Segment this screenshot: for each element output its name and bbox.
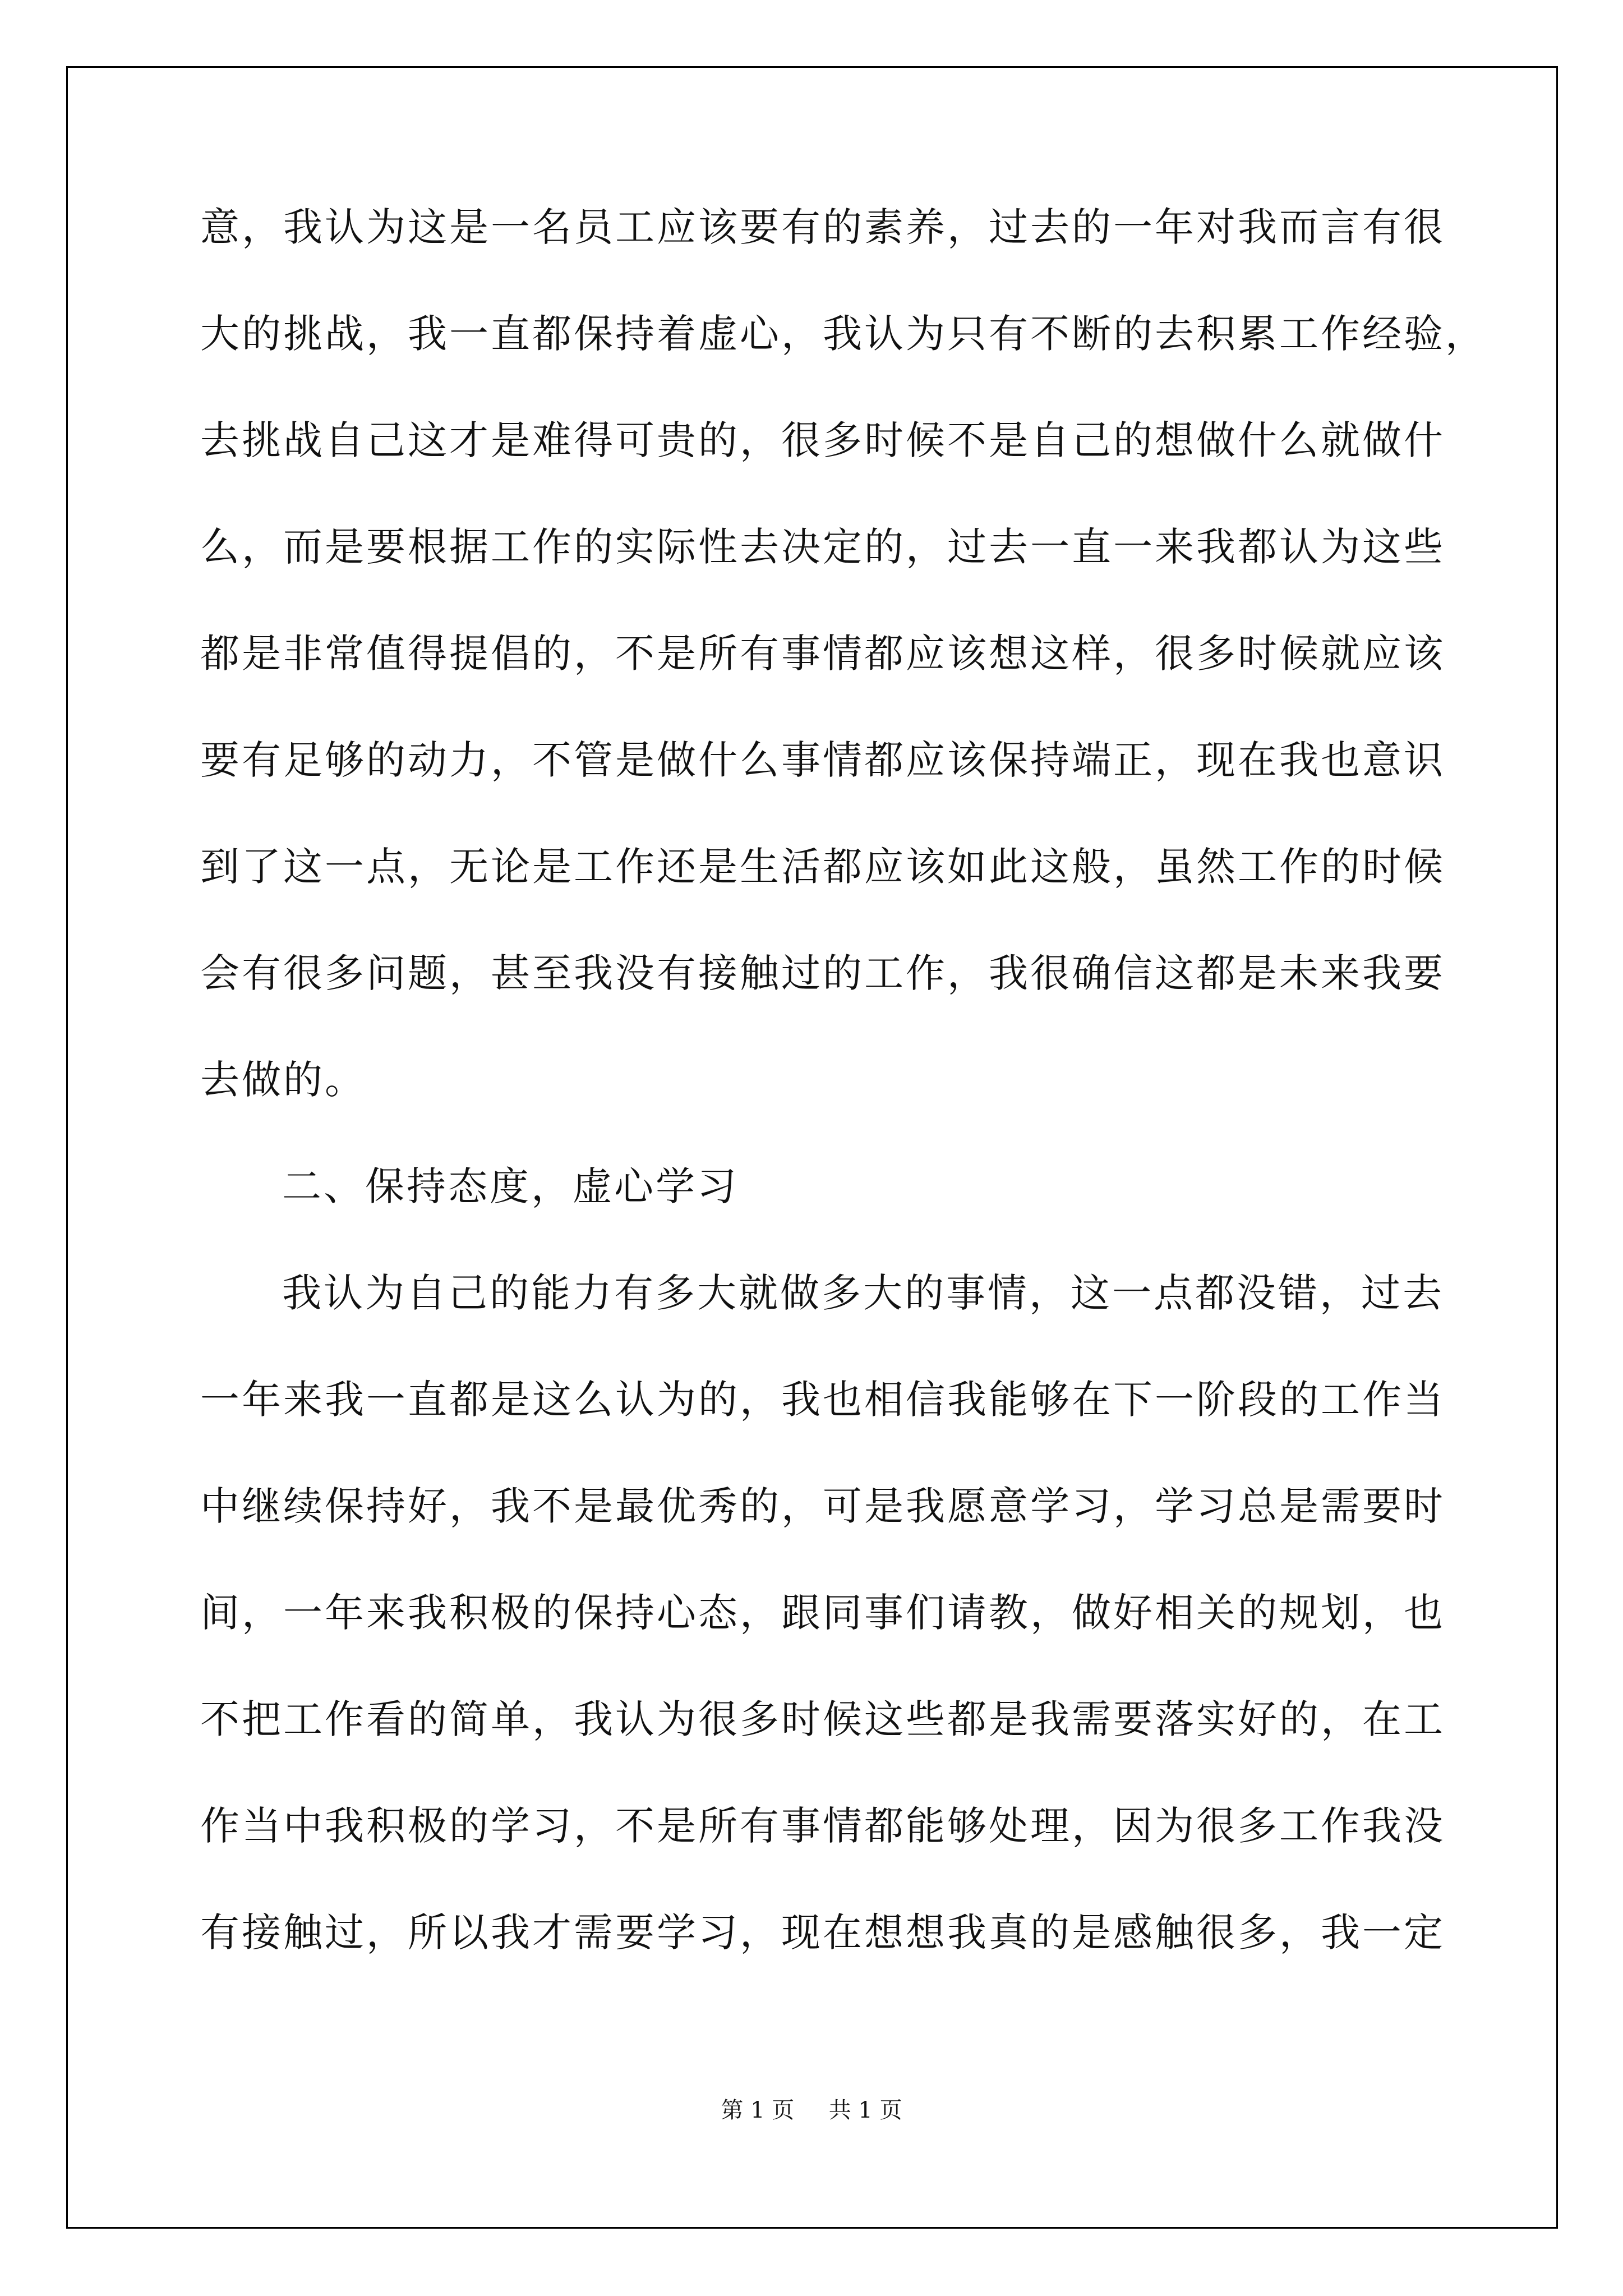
text-line: 会有很多问题，甚至我没有接触过的工作，我很确信这都是未来我要 xyxy=(200,950,1445,996)
text-line: 有接触过，所以我才需要学习，现在想想我真的是感触很多，我一定 xyxy=(200,1910,1445,1955)
text-line: 间，一年来我积极的保持心态，跟同事们请教，做好相关的规划，也 xyxy=(200,1590,1445,1636)
text-line: 要有足够的动力，不管是做什么事情都应该保持端正，现在我也意识 xyxy=(200,737,1445,783)
page-border xyxy=(66,66,1558,2229)
text-line: 一年来我一直都是这么认为的，我也相信我能够在下一阶段的工作当 xyxy=(200,1377,1445,1423)
section-heading: 二、保持态度，虚心学习 xyxy=(282,1163,739,1209)
text-line: 去挑战自己这才是难得可贵的，很多时候不是自己的想做什么就做什 xyxy=(200,417,1445,463)
text-line: 都是非常值得提倡的，不是所有事情都应该想这样，很多时候就应该 xyxy=(200,631,1445,677)
text-line: 作当中我积极的学习，不是所有事情都能够处理，因为很多工作我没 xyxy=(200,1803,1445,1849)
text-line: 去做的。 xyxy=(200,1057,366,1103)
text-line: 不把工作看的简单，我认为很多时候这些都是我需要落实好的，在工 xyxy=(200,1696,1445,1742)
page-footer xyxy=(0,2092,1623,2124)
page-number: 第 1 页 xyxy=(721,2097,795,2123)
text-line: 么，而是要根据工作的实际性去决定的，过去一直一来我都认为这些 xyxy=(200,524,1445,570)
text-line: 意，我认为这是一名员工应该要有的素养，过去的一年对我而言有很 xyxy=(200,204,1445,250)
page-total: 共 1 页 xyxy=(828,2097,902,2123)
text-line: 到了这一点，无论是工作还是生活都应该如此这般，虽然工作的时候 xyxy=(200,844,1445,890)
text-line: 中继续保持好，我不是最优秀的，可是我愿意学习，学习总是需要时 xyxy=(200,1483,1445,1529)
text-line: 大的挑战，我一直都保持着虚心，我认为只有不断的去积累工作经验， xyxy=(200,311,1487,357)
text-line: 我认为自己的能力有多大就做多大的事情，这一点都没错，过去 xyxy=(282,1270,1444,1316)
